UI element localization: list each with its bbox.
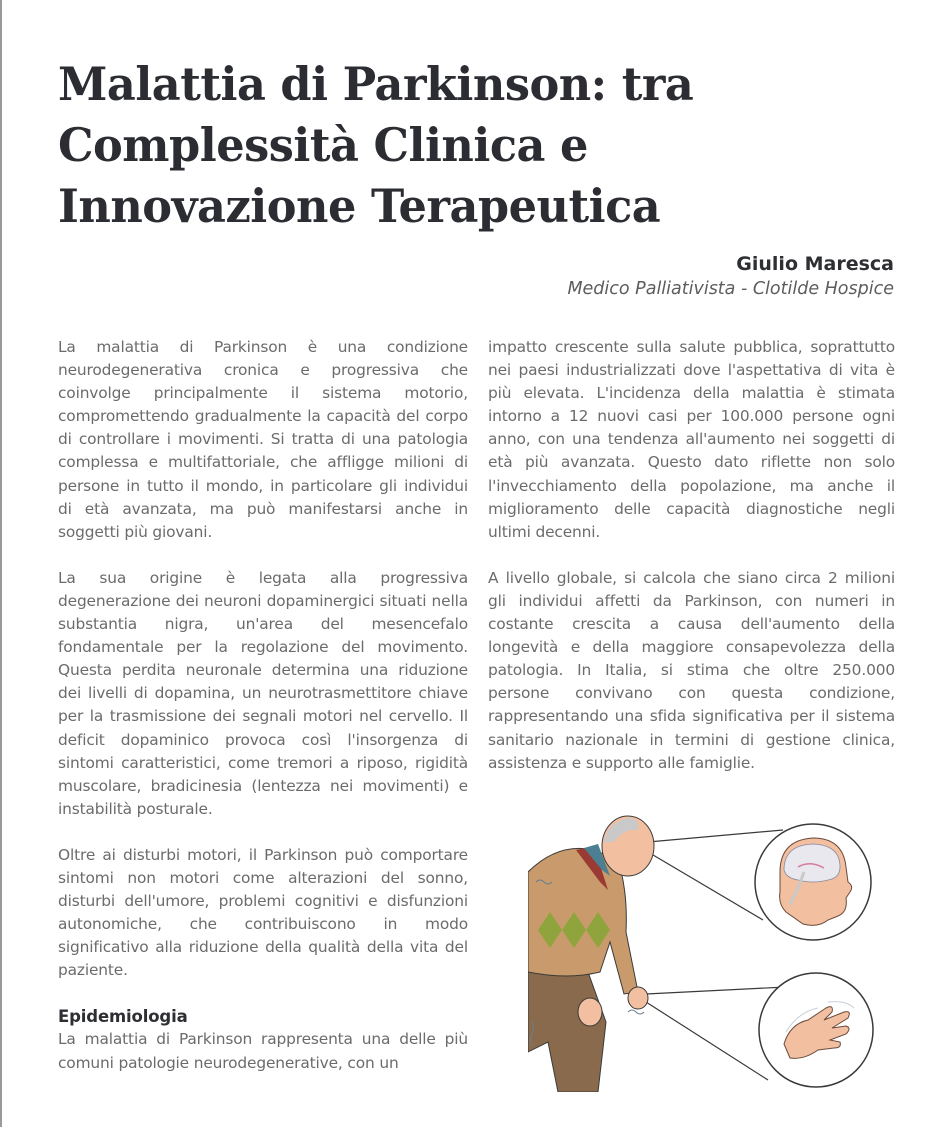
hand-callout-icon [759, 973, 873, 1087]
paragraph: A livello globale, si calcola che siano circa 2 milioni gli individui affetti da Parkinson, con numeri in costante crescita a causa dell'aumento della longevità e della maggiore consapevolezza della patologia. In Italia, si stima che oltre 250.000 persone convivano con questa condizione, rappresentando una sfida significativa per il sistema sanitario nazionale in termini di gestione clinica, assistenza e supporto alle famiglie. [488, 568, 895, 772]
section-heading-epidemiologia: Epidemiologia [58, 1007, 188, 1027]
paragraph: Oltre ai disturbi motori, il Parkinson può comportare sintomi non motori come alterazioni del sonno, disturbi dell'umore, problemi cognitivi e disfunzioni autonomiche, che contribuiscono in modo significativo alla riduzione della qualità della vita del paziente. [58, 845, 468, 980]
article-title: Malattia di Parkinson: tra Complessità Clinica e Innovazione Terapeutica [58, 57, 694, 233]
right-column [488, 336, 895, 798]
author-role: Medico Palliativista - Clotilde Hospice [567, 279, 894, 299]
page-left-border [0, 0, 2, 1127]
paragraph: La malattia di Parkinson rappresenta una delle più comuni patologie neurodegenerative, con un [58, 1030, 468, 1072]
paragraph: La sua origine è legata alla progressiva degenerazione dei neuroni dopaminergici situati nella substantia nigra, un'area del mesencefalo fondamentale per la regolazione del movimento. Questa perdita neuronale determina una riduzione dei livelli di dopamina, un neurotrasmettitore chiave per la trasmissione dei segnali motori nel cervello. Il deficit dopaminico provoca così l'insorgenza di sintomi caratteristici, come tremori a riposo, rigidità muscolare, bradicinesia (lentezza nei movimenti) e instabilità posturale. [58, 568, 468, 818]
author-name: Giulio Maresca [736, 253, 894, 275]
brain-callout-icon [755, 824, 871, 940]
paragraph: La malattia di Parkinson è una condizione neurodegenerativa cronica e progressiva che coinvolge principalmente il sistema motorio, compromettendo gradualmente la capacità del corpo di controllare i movimenti. Si tratta di una patologia complessa e multifattoriale, che affligge milioni di persone in tutto il mondo, in particolare gli individui di età avanzata, ma può manifestarsi anche in soggetti più giovani. [58, 338, 468, 541]
parkinson-patient-figure [528, 812, 898, 1092]
parkinson-illustration [528, 812, 898, 1092]
author-block [567, 252, 894, 302]
paragraph: impatto crescente sulla salute pubblica, soprattutto nei paesi industrializzati dove l'aspettativa di vita è più elevata. L'incidenza della malattia è stimata intorno a 12 nuovi casi per 100.000 persone ogni anno, con una tendenza all'aumento nei soggetti di età più avanzata. Questo dato riflette non solo l'invecchiamento della popolazione, ma anche il miglioramento delle capacità diagnostiche negli ultimi decenni. [488, 338, 895, 541]
left-column [58, 336, 468, 1075]
